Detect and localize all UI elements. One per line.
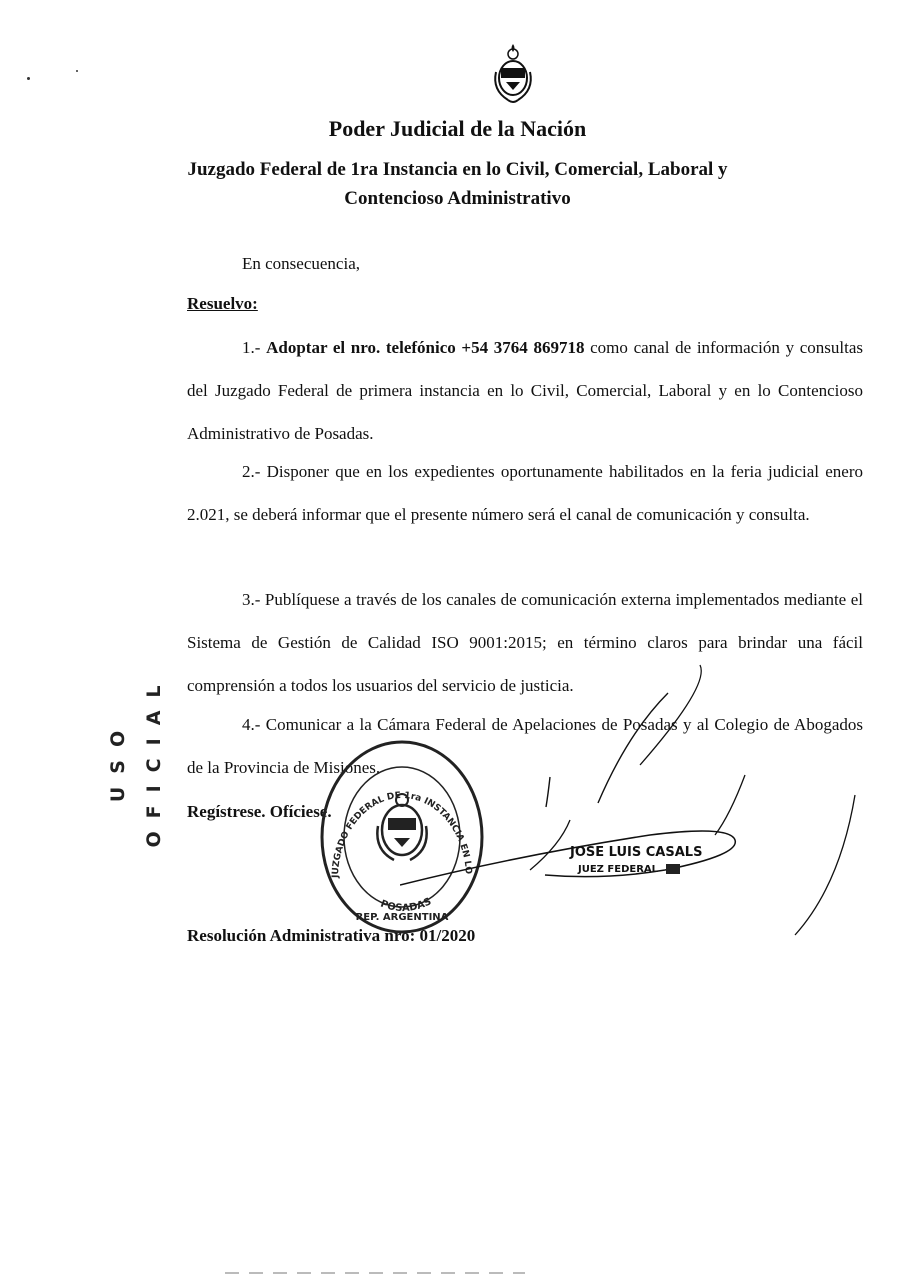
judge-signature-block: [570, 845, 750, 875]
scan-speck: [27, 77, 30, 80]
handwritten-signature: [400, 655, 860, 940]
resolve-heading-text: Resuelvo:: [187, 294, 258, 313]
item1-phone-bold: Adoptar el nro. telefónico +54 3764 869718: [266, 338, 585, 357]
court-name-line2: Contencioso Administrativo: [344, 188, 571, 209]
resolve-heading: [187, 282, 863, 325]
intro-text: En consecuencia,: [242, 254, 360, 273]
judge-name: JOSE LUIS CASALS: [570, 845, 703, 860]
court-name-line1: Juzgado Federal de 1ra Instancia en lo Civil, Comercial, Laboral y: [187, 159, 728, 180]
bottom-scan-marks: [225, 1272, 525, 1274]
item4-text: 4.- Comunicar a la Cámara Federal de Apelaciones de Posadas y al Colegio de Abogados de la Provincia de Misiones.: [187, 715, 863, 777]
resolution-item-1: [187, 326, 863, 455]
resolution-number: 01/2020: [419, 926, 476, 945]
official-use-sidebar: [100, 640, 165, 880]
small-seal-icon: [666, 864, 680, 874]
coat-of-arms-emblem: [488, 42, 538, 108]
stamp-arc-text: JUZGADO FEDERAL DE 1ra INSTANCIA EN LO: [330, 790, 473, 879]
stamp-bottom-line2: REP. ARGENTINA: [355, 912, 449, 923]
stamp-bottom-line1: POSADAS: [378, 896, 434, 915]
intro-paragraph: [242, 242, 915, 285]
judge-title: [578, 864, 750, 875]
scan-speck: [76, 70, 78, 72]
resolution-label: Resolución Administrativa nro:: [187, 926, 416, 945]
closing-text: Regístrese. Ofíciese.: [187, 802, 332, 821]
item2-text: 2.- Disponer que en los expedientes oportunamente habilitados en la feria judicial enero 2.021, se deberá informar que el presente número será el canal de comunicación y consulta.: [187, 462, 863, 524]
resolution-item-2: [187, 450, 863, 536]
item1-number: 1.-: [242, 338, 267, 357]
item1-text: como canal de información y consultas del Juzgado Federal de primera instancia en lo Civil, Comercial, Laboral y en lo Contencioso Administrativo de Posadas.: [187, 338, 864, 443]
court-name: [0, 155, 915, 213]
page-title: Poder Judicial de la Nación: [328, 116, 587, 141]
official-use-text: USO OFICIAL: [107, 672, 165, 848]
item3-text: 3.- Publíquese a través de los canales de comunicación externa implementados mediante el Sistema de Gestión de Calidad ISO 9001:2015; en término claros para brindar una fácil comprensión a todos los usuarios del servicio de justicia.: [187, 590, 863, 695]
judge-title-text: JUEZ FEDERAL: [578, 864, 659, 875]
